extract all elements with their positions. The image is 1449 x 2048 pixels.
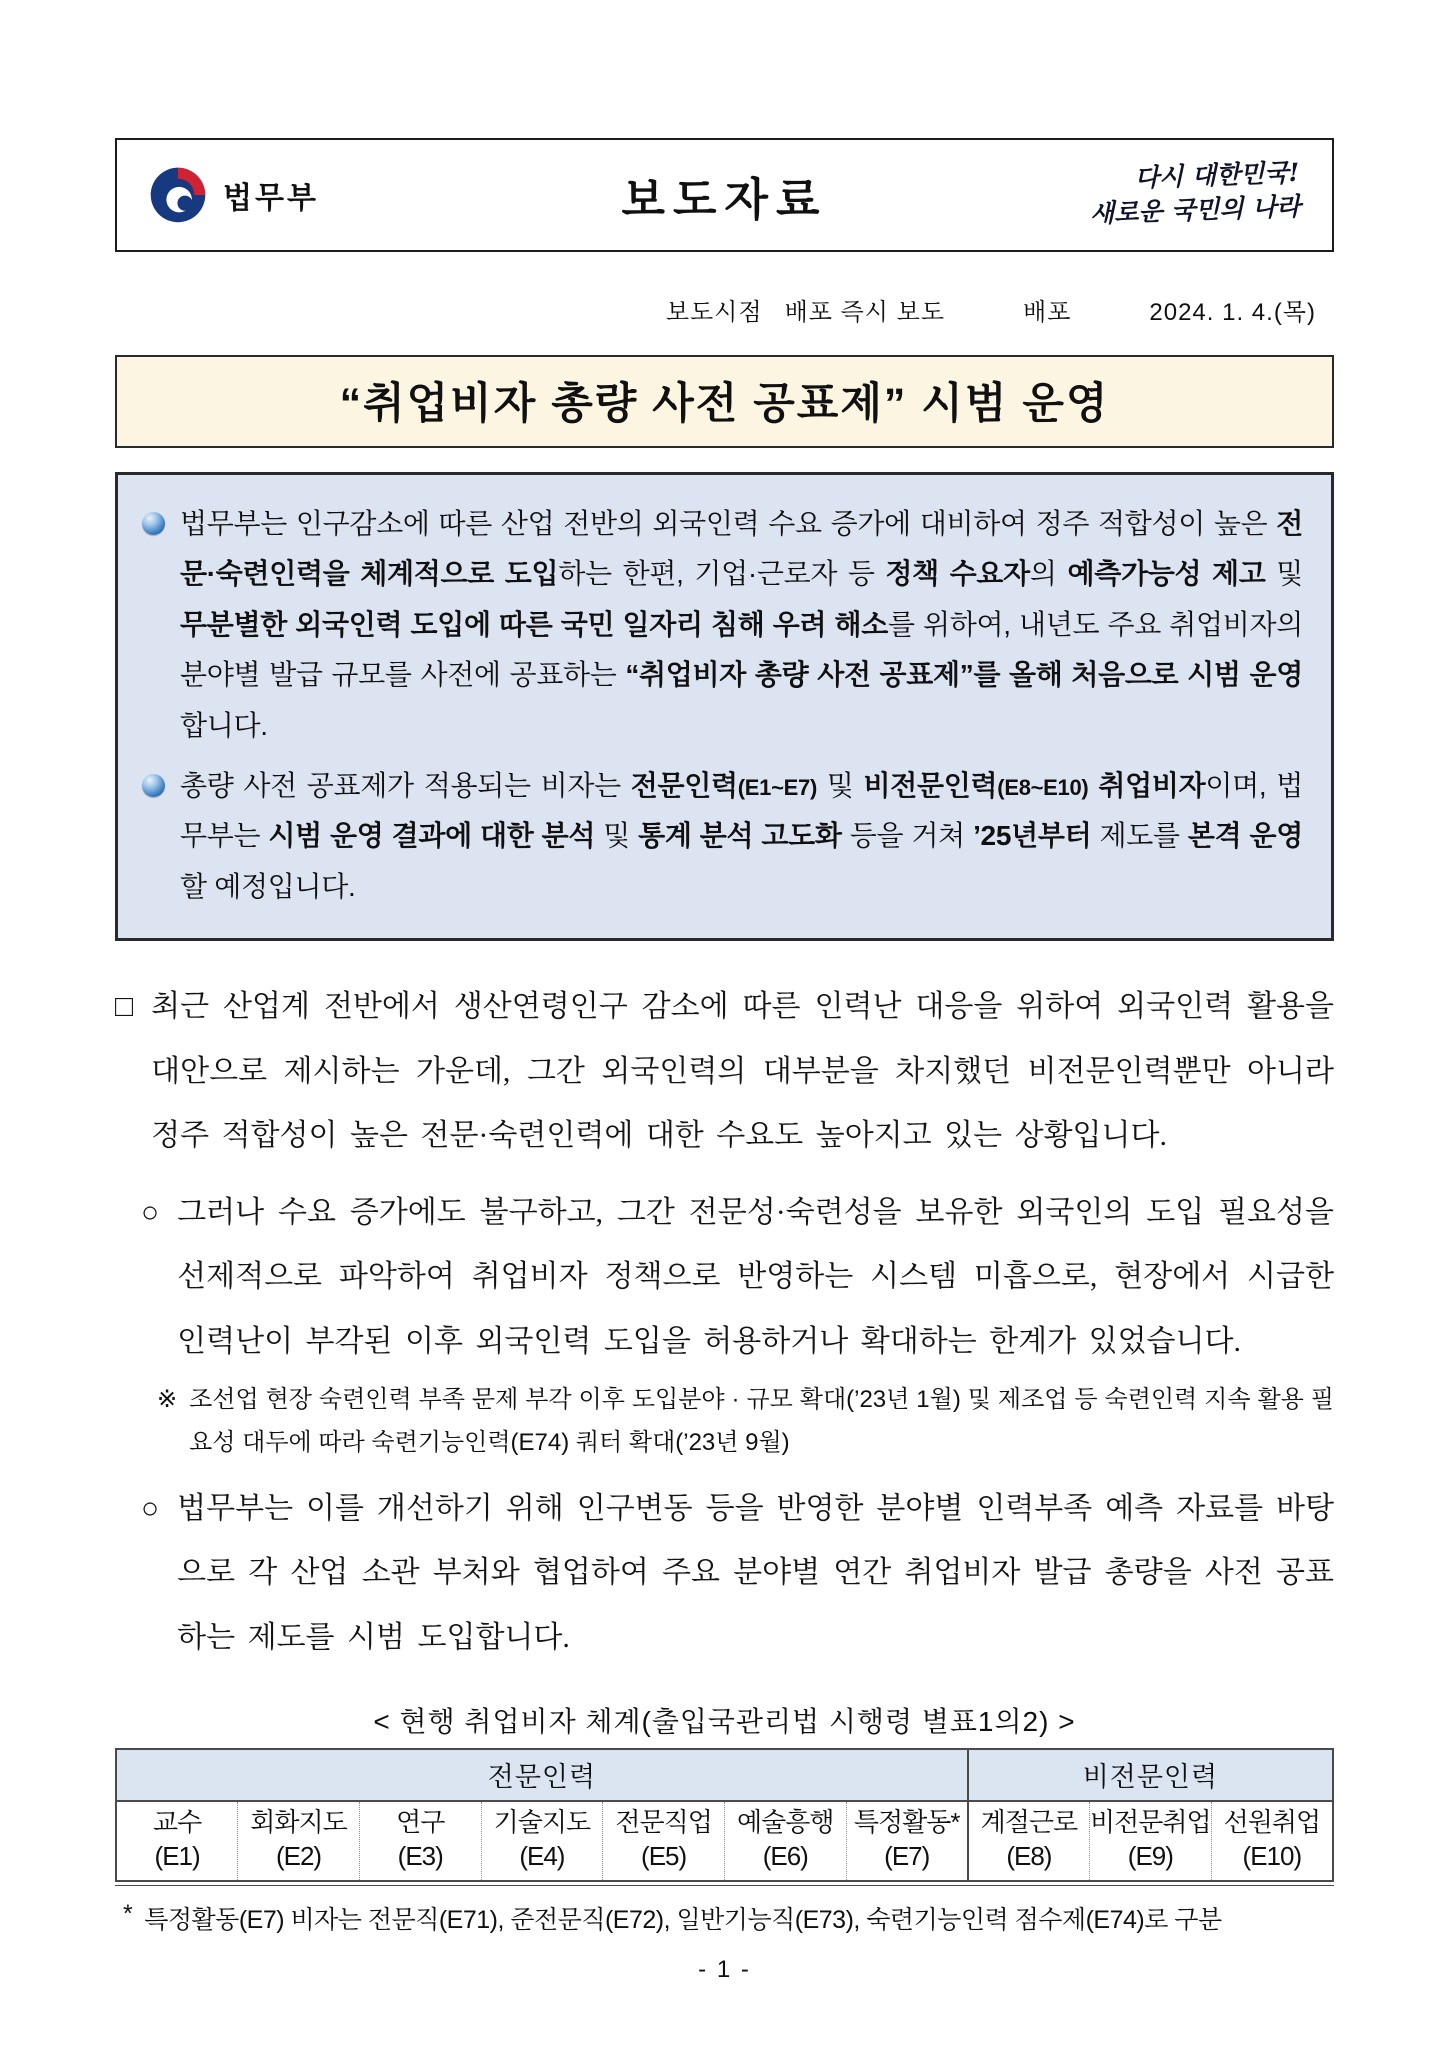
visa-system-table [115, 1748, 1334, 1882]
visa-cell-e5: 전문직업 (E5) [603, 1801, 725, 1881]
summary-box [115, 472, 1334, 941]
distribution-label: 배포 [1023, 299, 1072, 326]
text-segment: 제도를 [1091, 820, 1188, 852]
text-segment: 합니다. [475, 1620, 570, 1654]
summary-bullet-1 [142, 499, 1303, 751]
doc-type-title: 보도자료 [621, 173, 828, 225]
summary-bullet-1-text [180, 499, 1303, 751]
text-segment: 그러나 수요 증가에도 불구하고, 그간 전문성·숙련성을 보유한 외국인의 도입 필요성을 선제적으로 파악하여 취업비자 정책으로 반영하는 시스템 미흡으로, [177, 1195, 1334, 1294]
emphasized-text: 본격 운영 [1187, 820, 1303, 852]
text-segment: 하는 한편, 기업·근로자 등 [558, 558, 886, 590]
text-segment: 합니다. [180, 709, 268, 741]
body-paragraph-2 [115, 1181, 1334, 1375]
visa-group-header-row [116, 1749, 1333, 1801]
text-segment: 를 위하여, 내년도 주요 취업비자의 분야별 발급 규모를 사전에 공표하는 [180, 608, 1303, 691]
visa-type-row [116, 1801, 1333, 1881]
emphasized-text: 주요 분야별 연간 취업비자 발급 총량을 사전 공표하는 제도를 시범 도입 [177, 1556, 1334, 1654]
text-segment [1088, 770, 1098, 801]
table-footnote-text: 특정활동(E7) 비자는 전문직(E71), 준전문직(E72), 일반기능직(E73), 숙련기능인력 점수제(E74)로 구분 [144, 1905, 1222, 1934]
release-timing-value: 배포 즉시 보도 [784, 299, 946, 326]
blue-sphere-bullet-icon [142, 512, 165, 535]
emphasized-text: ’25년부터 [973, 820, 1092, 852]
visa-cell-e10: 선원취업 (E10) [1211, 1801, 1333, 1881]
text-segment: 하는 한계가 있었습니다. [918, 1324, 1241, 1358]
emphasized-text: 무분별한 외국인력 도입에 따른 국민 일자리 침해 우려 해소 [180, 608, 889, 640]
summary-bullet-2-text [180, 761, 1303, 912]
release-timing-label: 보도시점 [665, 299, 763, 326]
reference-note-text: 조선업 현장 숙련인력 부족 문제 부각 이후 도입분야 · 규모 확대(’23년 1월) 및 제조업 등 숙련인력 지속 활용 필요성 대두에 따라 숙련기능인력(E74) 쿼터 확대(’23년 9월) [189, 1386, 1334, 1457]
emphasized-text: 정책 수요자 [885, 558, 1030, 590]
visa-cell-e8: 계절근로 (E8) [968, 1801, 1090, 1881]
body-paragraph-2-text [177, 1181, 1334, 1375]
slogan-line-1: 다시 대한민국! [1134, 158, 1300, 193]
slogan-line-2: 새로운 국민의 나라 [1089, 191, 1301, 229]
square-marker: □ [115, 990, 134, 1024]
visa-cell-e6: 예술흥행 (E6) [724, 1801, 846, 1881]
ministry-logo-block [149, 166, 449, 224]
text-segment: 및 [595, 820, 639, 852]
emphasized-text: 예측가능성 제고 [1067, 558, 1266, 590]
footnote-asterisk: * [123, 1899, 133, 1928]
emphasized-text: 취업비자 [1098, 769, 1206, 801]
text-segment: 총량 사전 공표제가 적용되는 비자는 [180, 769, 631, 801]
visa-cell-e9: 비전문취업 (E9) [1090, 1801, 1212, 1881]
reference-mark: ※ [157, 1386, 178, 1414]
visa-cell-e3: 연구 (E3) [359, 1801, 481, 1881]
visa-cell-e2: 회화지도 (E2) [238, 1801, 360, 1881]
body-paragraph-3 [115, 1477, 1334, 1671]
emphasized-text: 전문·숙련인력을 체계적으로 도입 [180, 508, 1303, 590]
emphasized-text: (E8~E10) [997, 774, 1089, 800]
emphasized-text: 정주 적합성이 높은 전문·숙련인력에 대한 수요도 [151, 1119, 804, 1153]
reference-note [157, 1378, 1334, 1464]
table-bottom-rule [115, 1885, 1334, 1886]
table-footnote [115, 1900, 1334, 1936]
body-paragraph-3-text [177, 1477, 1334, 1671]
header-box [115, 138, 1334, 252]
body-paragraph-1 [115, 975, 1334, 1169]
emphasized-text: 통계 분석 고도화 [638, 820, 842, 852]
emphasized-text: 비전문인력 [863, 769, 998, 801]
distribution-date: 2024. 1. 4.(목) [1149, 299, 1316, 326]
text-segment: 높아지고 있는 상황입니다. [803, 1119, 1167, 1153]
page-number: - 1 - [698, 1956, 751, 1983]
text-segment: 및 [1265, 558, 1303, 590]
visa-group-professional: 전문인력 [116, 1749, 968, 1801]
body-paragraph-1-text [151, 975, 1334, 1169]
text-segment: 할 예정입니다. [180, 870, 356, 902]
visa-cell-e4: 기술지도 (E4) [481, 1801, 603, 1881]
emphasized-text: 전문인력 [630, 769, 738, 801]
text-segment: 의 [1029, 558, 1068, 590]
text-segment: 등을 거쳐 [841, 820, 974, 852]
emphasized-text: 시범 운영 결과에 대한 분석 [268, 820, 596, 852]
moj-taegeuk-logo-icon [149, 166, 207, 224]
text-segment: 이며, 법무부는 [180, 769, 1304, 852]
text-segment: 법무부는 이를 개선하기 위해 인구변동 등을 반영한 분야별 인력부족 예측 자료를 바탕으로 각 산업 소관 부처와 협업하여 [177, 1491, 1334, 1589]
visa-table-caption: < 현행 취업비자 체계(출입국관리법 시행령 별표1의2) > [373, 1706, 1076, 1737]
press-release-title: “취업비자 총량 사전 공표제” 시범 운영 [115, 355, 1334, 448]
visa-group-nonprofessional: 비전문인력 [968, 1749, 1333, 1801]
text-segment: 하거나 [761, 1324, 861, 1358]
text-segment: 법무부는 인구감소에 따른 산업 전반의 외국인력 수요 증가에 대비하여 정주 적합성이 높은 [180, 508, 1277, 539]
visa-cell-e1: 교수 (E1) [116, 1801, 238, 1881]
circle-marker: ○ [141, 1491, 160, 1525]
government-slogan [999, 156, 1301, 234]
emphasized-text: 현장에서 시급한 인력난이 부각된 이후 외국인력 도입을 허용 [177, 1260, 1334, 1358]
text-segment: 최근 산업계 전반에서 생산연령인구 감소에 따른 인력난 대응을 위하여 외국인력 활용을 대안으로 제시하는 가운데, 그간 외국인력의 대부분을 차지했던 비전문인력뿐만 아니라 [151, 990, 1334, 1088]
visa-cell-e7: 특정활동* (E7) [846, 1801, 968, 1881]
text-segment: 및 [816, 769, 864, 801]
emphasized-text: (E1~E7) [737, 774, 817, 800]
circle-marker: ○ [141, 1195, 160, 1229]
emphasized-text: “취업비자 총량 사전 공표제”를 올해 처음으로 시범 운영 [625, 659, 1303, 691]
emphasized-text: 확대 [860, 1324, 919, 1358]
release-info-line [115, 292, 1334, 327]
ministry-name: 법무부 [223, 182, 319, 215]
blue-sphere-bullet-icon [142, 774, 165, 797]
summary-bullet-2 [142, 761, 1303, 912]
